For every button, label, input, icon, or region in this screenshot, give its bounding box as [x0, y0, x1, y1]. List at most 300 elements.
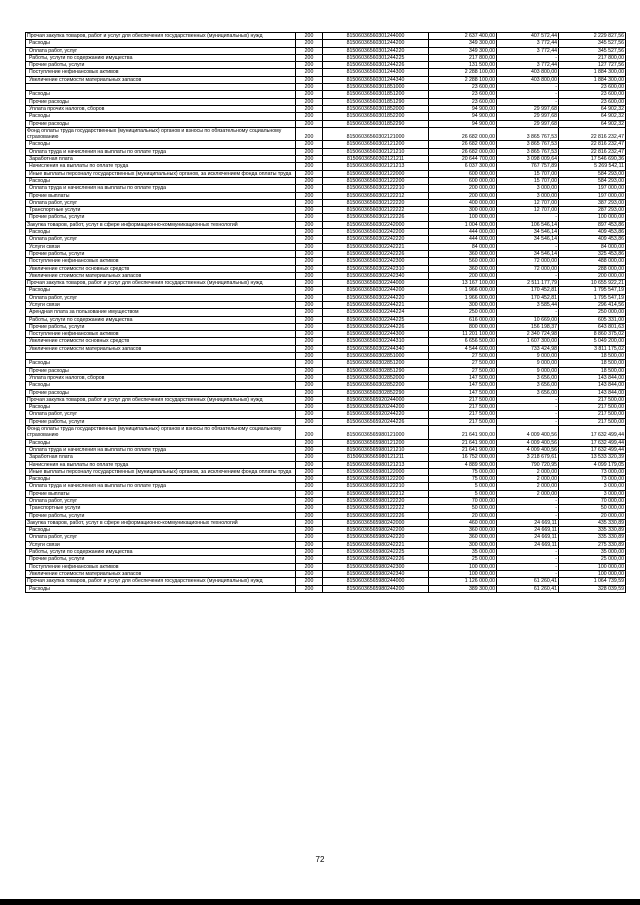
row-code-cell: 200 [296, 120, 323, 127]
row-exec-cell: 3 218 679,61 [497, 454, 559, 461]
row-name-cell: Прочие работы, услуги [26, 556, 296, 563]
row-plan-cell: 75 000,00 [429, 468, 497, 475]
row-name-cell: Прочие расходы [26, 98, 296, 105]
row-exec-cell: - [497, 98, 559, 105]
row-code-cell: 200 [296, 185, 323, 192]
row-kbk-cell: 81506036560302122200 [323, 177, 429, 184]
table-row [26, 98, 626, 105]
row-exec-cell: 2 000,00 [497, 490, 559, 497]
row-code-cell: 200 [296, 512, 323, 519]
row-rest-cell: 197 000,00 [559, 185, 626, 192]
row-kbk-cell: 81506036565980122226 [323, 512, 429, 519]
row-plan-cell: 217 500,00 [429, 396, 497, 403]
row-name-cell: Прочие расходы [26, 389, 296, 396]
row-rest-cell: 3 000,00 [559, 490, 626, 497]
row-exec-cell: - [497, 498, 559, 505]
row-exec-cell: 2 511 177,79 [497, 280, 559, 287]
row-code-cell: 200 [296, 338, 323, 345]
row-code-cell: 200 [296, 389, 323, 396]
row-kbk-cell: 81506036560302244221 [323, 301, 429, 308]
table-row [26, 498, 626, 505]
row-name-cell: Оплата труда и начисления на выплаты по оплате труда [26, 446, 296, 453]
row-name-cell: Расходы [26, 177, 296, 184]
row-rest-cell: 435 330,89 [559, 519, 626, 526]
row-rest-cell: 217 800,00 [559, 54, 626, 61]
row-rest-cell: 1 884 300,00 [559, 69, 626, 76]
row-code-cell: 200 [296, 113, 323, 120]
row-exec-cell: 2 340 724,98 [497, 331, 559, 338]
row-exec-cell: 12 707,00 [497, 199, 559, 206]
expenditure-table [25, 32, 626, 593]
row-plan-cell: 26 682 000,00 [429, 141, 497, 148]
row-plan-cell: 217 800,00 [429, 54, 497, 61]
row-kbk-cell: 81506036560301244220 [323, 47, 429, 54]
row-plan-cell: 360 000,00 [429, 527, 497, 534]
row-exec-cell: 72 000,00 [497, 258, 559, 265]
row-plan-cell: 147 500,00 [429, 374, 497, 381]
row-kbk-cell: 81506036560301851290 [323, 98, 429, 105]
row-exec-cell: 24 669,11 [497, 541, 559, 548]
row-kbk-cell: 81506036560302242300 [323, 258, 429, 265]
row-code-cell: 200 [296, 62, 323, 69]
row-rest-cell: 1 795 547,19 [559, 294, 626, 301]
row-name-cell: Закупка товаров, работ, услуг в сфере информационно-коммуникационных технологий [26, 221, 296, 228]
row-kbk-cell: 81506036560301244000 [323, 33, 429, 40]
row-name-cell: Расходы [26, 382, 296, 389]
row-plan-cell: 23 600,00 [429, 91, 497, 98]
row-plan-cell: 300 000,00 [429, 541, 497, 548]
table-row [26, 519, 626, 526]
table-row [26, 316, 626, 323]
row-exec-cell: - [497, 243, 559, 250]
row-plan-cell: 50 000,00 [429, 505, 497, 512]
table-row [26, 91, 626, 98]
row-rest-cell: 143 844,00 [559, 382, 626, 389]
table-row [26, 156, 626, 163]
row-name-cell: Иные выплаты персоналу государственных (муниципальных) органов, за исключением фонда оплаты труда [26, 468, 296, 475]
row-code-cell: 200 [296, 345, 323, 352]
row-plan-cell: 2 637 400,00 [429, 33, 497, 40]
row-name-cell: Прочие выплаты [26, 192, 296, 199]
row-kbk-cell: 81506036560302122212 [323, 192, 429, 199]
table-row [26, 120, 626, 127]
row-code-cell: 200 [296, 105, 323, 112]
row-exec-cell: 15 707,00 [497, 177, 559, 184]
row-plan-cell: 444 000,00 [429, 229, 497, 236]
row-code-cell: 200 [296, 585, 323, 592]
row-plan-cell: 6 656 500,00 [429, 338, 497, 345]
table-row [26, 323, 626, 330]
table-row [26, 33, 626, 40]
row-name-cell: Расходы [26, 360, 296, 367]
row-kbk-cell: 81506036560302851000 [323, 353, 429, 360]
row-plan-cell: 94 900,00 [429, 105, 497, 112]
table-row [26, 192, 626, 199]
row-code-cell: 200 [296, 382, 323, 389]
table-row [26, 54, 626, 61]
row-name-cell: Уплата прочих налогов, сборов [26, 374, 296, 381]
table-row [26, 570, 626, 577]
table-row [26, 236, 626, 243]
row-exec-cell: - [497, 84, 559, 91]
row-plan-cell: 27 500,00 [429, 367, 497, 374]
table-row [26, 446, 626, 453]
row-plan-cell: 75 000,00 [429, 476, 497, 483]
row-code-cell: 200 [296, 476, 323, 483]
row-rest-cell: 335 330,89 [559, 534, 626, 541]
row-rest-cell: 22 816 232,47 [559, 141, 626, 148]
row-plan-cell: 444 000,00 [429, 236, 497, 243]
row-code-cell: 200 [296, 454, 323, 461]
row-code-cell: 200 [296, 549, 323, 556]
row-rest-cell: 897 453,86 [559, 221, 626, 228]
row-exec-cell: 1 607 300,00 [497, 338, 559, 345]
row-rest-cell: 605 331,00 [559, 316, 626, 323]
row-plan-cell: 16 752 000,00 [429, 454, 497, 461]
row-kbk-cell: 81506036565920244226 [323, 418, 429, 425]
row-kbk-cell: 81506036565980242225 [323, 549, 429, 556]
row-code-cell: 200 [296, 163, 323, 170]
table-row [26, 534, 626, 541]
row-name-cell: Расходы [26, 141, 296, 148]
row-rest-cell: 64 902,32 [559, 120, 626, 127]
row-exec-cell: 34 546,14 [497, 229, 559, 236]
row-rest-cell: 17 632 499,44 [559, 439, 626, 446]
row-plan-cell: 131 500,00 [429, 62, 497, 69]
row-plan-cell: 23 600,00 [429, 84, 497, 91]
row-name-cell: Прочие работы, услуги [26, 250, 296, 257]
row-rest-cell: 345 527,56 [559, 47, 626, 54]
row-plan-cell: 26 682 000,00 [429, 127, 497, 141]
row-plan-cell: 21 641 900,00 [429, 446, 497, 453]
row-plan-cell: 200 000,00 [429, 185, 497, 192]
row-rest-cell: 409 453,86 [559, 236, 626, 243]
table-row [26, 426, 626, 440]
row-exec-cell: 72 000,00 [497, 265, 559, 272]
table-row [26, 418, 626, 425]
table-row [26, 105, 626, 112]
row-exec-cell: - [497, 563, 559, 570]
row-plan-cell: 217 500,00 [429, 418, 497, 425]
row-code-cell: 200 [296, 207, 323, 214]
row-exec-cell: 2 000,00 [497, 476, 559, 483]
row-name-cell: Оплата труда и начисления на выплаты по оплате труда [26, 148, 296, 155]
row-name-cell: Прочая закупка товаров, работ и услуг для обеспечения государственных (муниципальных) нужд [26, 280, 296, 287]
row-rest-cell: 18 500,00 [559, 360, 626, 367]
row-kbk-cell: 81506036565980122222 [323, 505, 429, 512]
row-name-cell: Оплата работ, услуг [26, 236, 296, 243]
row-kbk-cell: 81506036560301851000 [323, 84, 429, 91]
row-name-cell: Прочие работы, услуги [26, 214, 296, 221]
row-code-cell: 200 [296, 367, 323, 374]
table-row [26, 411, 626, 418]
row-plan-cell: 13 167 100,00 [429, 280, 497, 287]
row-code-cell: 200 [296, 360, 323, 367]
row-code-cell: 200 [296, 468, 323, 475]
row-kbk-cell: 81506036565980242340 [323, 570, 429, 577]
table-row [26, 578, 626, 585]
row-name-cell: Поступление нефинансовых активов [26, 69, 296, 76]
row-plan-cell: 5 000,00 [429, 483, 497, 490]
row-kbk-cell: 81506036560302244200 [323, 287, 429, 294]
row-plan-cell: 1 966 000,00 [429, 287, 497, 294]
row-name-cell: Начисления на выплаты по оплате труда [26, 163, 296, 170]
row-exec-cell: - [497, 418, 559, 425]
table-row [26, 512, 626, 519]
row-kbk-cell: 81506036565920244200 [323, 404, 429, 411]
row-exec-cell: 3 772,44 [497, 40, 559, 47]
row-code-cell: 200 [296, 519, 323, 526]
row-plan-cell: 349 300,00 [429, 40, 497, 47]
table-row [26, 541, 626, 548]
row-name-cell: Расходы [26, 585, 296, 592]
row-name-cell: Оплата работ, услуг [26, 294, 296, 301]
table-row [26, 76, 626, 83]
row-exec-cell: 3 585,44 [497, 301, 559, 308]
table-row [26, 404, 626, 411]
table-row [26, 221, 626, 228]
row-name-cell: Услуги связи [26, 541, 296, 548]
table-row [26, 374, 626, 381]
row-code-cell: 200 [296, 505, 323, 512]
row-exec-cell: - [497, 396, 559, 403]
row-plan-cell: 1 126 000,00 [429, 578, 497, 585]
row-code-cell: 200 [296, 294, 323, 301]
table-row [26, 461, 626, 468]
table-row [26, 382, 626, 389]
row-kbk-cell: 81506036565980121210 [323, 446, 429, 453]
row-kbk-cell: 81506036560302244300 [323, 331, 429, 338]
row-plan-cell: 800 000,00 [429, 323, 497, 330]
table-row [26, 243, 626, 250]
row-rest-cell: 4 099 179,05 [559, 461, 626, 468]
row-rest-cell: 127 727,56 [559, 62, 626, 69]
row-name-cell: Фонд оплаты труда государственных (муниципальных) органов и взносы по обязательному социальному страхованию [26, 127, 296, 141]
table-row [26, 148, 626, 155]
row-code-cell: 200 [296, 483, 323, 490]
row-exec-cell: 3 098 009,64 [497, 156, 559, 163]
table-row [26, 69, 626, 76]
row-plan-cell: 250 000,00 [429, 309, 497, 316]
row-code-cell: 200 [296, 396, 323, 403]
row-name-cell: Прочие работы, услуги [26, 62, 296, 69]
row-kbk-cell: 81506036565980242000 [323, 519, 429, 526]
table-row [26, 360, 626, 367]
row-kbk-cell: 81506036560302242200 [323, 229, 429, 236]
row-rest-cell: 335 330,89 [559, 527, 626, 534]
table-row [26, 229, 626, 236]
table-row [26, 367, 626, 374]
row-rest-cell: 387 293,00 [559, 199, 626, 206]
row-name-cell: Увеличение стоимости основных средств [26, 265, 296, 272]
row-rest-cell: 217 500,00 [559, 411, 626, 418]
table-row [26, 265, 626, 272]
row-rest-cell: 18 500,00 [559, 353, 626, 360]
row-plan-cell: 20 644 700,00 [429, 156, 497, 163]
row-rest-cell: 100 000,00 [559, 570, 626, 577]
row-rest-cell: 17 546 690,36 [559, 156, 626, 163]
row-rest-cell: 1 064 739,59 [559, 578, 626, 585]
row-rest-cell: 20 000,00 [559, 512, 626, 519]
row-code-cell: 200 [296, 214, 323, 221]
table-row [26, 309, 626, 316]
row-rest-cell: 287 293,00 [559, 207, 626, 214]
row-name-cell: Оплата работ, услуг [26, 411, 296, 418]
row-plan-cell: 147 500,00 [429, 382, 497, 389]
row-exec-cell: 3 865 767,53 [497, 148, 559, 155]
row-exec-cell: - [497, 512, 559, 519]
table-row [26, 556, 626, 563]
row-kbk-cell: 81506036560302121211 [323, 156, 429, 163]
table-row [26, 62, 626, 69]
row-plan-cell: 389 300,00 [429, 585, 497, 592]
row-rest-cell: 1 884 300,00 [559, 76, 626, 83]
row-rest-cell: 217 500,00 [559, 418, 626, 425]
row-code-cell: 200 [296, 541, 323, 548]
row-code-cell: 200 [296, 54, 323, 61]
row-name-cell: Расходы [26, 527, 296, 534]
row-rest-cell: 64 902,32 [559, 105, 626, 112]
row-plan-cell: 560 000,00 [429, 258, 497, 265]
budget-execution-sheet [25, 32, 625, 593]
table-row [26, 127, 626, 141]
row-kbk-cell: 81506036560302121210 [323, 148, 429, 155]
row-code-cell: 200 [296, 490, 323, 497]
row-plan-cell: 5 000,00 [429, 490, 497, 497]
row-plan-cell: 20 000,00 [429, 512, 497, 519]
row-rest-cell: 70 000,00 [559, 498, 626, 505]
row-name-cell: Начисления на выплаты по оплате труда [26, 461, 296, 468]
row-rest-cell: 275 330,89 [559, 541, 626, 548]
row-code-cell: 200 [296, 426, 323, 440]
row-code-cell: 200 [296, 534, 323, 541]
row-code-cell: 200 [296, 272, 323, 279]
row-exec-cell: - [497, 214, 559, 221]
row-rest-cell: 8 860 375,02 [559, 331, 626, 338]
row-code-cell: 200 [296, 418, 323, 425]
row-plan-cell: 4 544 600,00 [429, 345, 497, 352]
row-kbk-cell: 81506036565980122220 [323, 498, 429, 505]
row-kbk-cell: 81506036560302851200 [323, 360, 429, 367]
table-row [26, 163, 626, 170]
row-kbk-cell: 81506036565980242220 [323, 534, 429, 541]
row-rest-cell: 217 500,00 [559, 396, 626, 403]
row-name-cell: Прочие выплаты [26, 490, 296, 497]
row-kbk-cell: 81506036560302242220 [323, 236, 429, 243]
row-plan-cell: 460 000,00 [429, 519, 497, 526]
row-plan-cell: 2 288 100,00 [429, 76, 497, 83]
row-code-cell: 200 [296, 177, 323, 184]
row-name-cell: Транспортные услуги [26, 505, 296, 512]
row-plan-cell: 2 288 100,00 [429, 69, 497, 76]
row-kbk-cell: 81506036560302852290 [323, 389, 429, 396]
row-kbk-cell: 81506036565980242300 [323, 563, 429, 570]
row-plan-cell: 70 000,00 [429, 498, 497, 505]
table-row [26, 338, 626, 345]
table-body [26, 33, 626, 593]
row-code-cell: 200 [296, 411, 323, 418]
row-plan-cell: 200 000,00 [429, 272, 497, 279]
row-rest-cell: 643 801,63 [559, 323, 626, 330]
table-row [26, 258, 626, 265]
row-rest-cell: 345 527,56 [559, 40, 626, 47]
row-rest-cell: 64 902,32 [559, 113, 626, 120]
row-rest-cell: 2 229 827,56 [559, 33, 626, 40]
row-kbk-cell: 81506036560301851200 [323, 91, 429, 98]
row-code-cell: 200 [296, 404, 323, 411]
row-rest-cell: 13 533 320,39 [559, 454, 626, 461]
row-rest-cell: 10 655 922,21 [559, 280, 626, 287]
table-row [26, 389, 626, 396]
row-plan-cell: 360 000,00 [429, 265, 497, 272]
row-exec-cell: 24 669,11 [497, 534, 559, 541]
row-code-cell: 200 [296, 556, 323, 563]
row-rest-cell: 25 000,00 [559, 556, 626, 563]
table-row [26, 345, 626, 352]
row-code-cell: 200 [296, 265, 323, 272]
row-code-cell: 200 [296, 91, 323, 98]
row-rest-cell: 50 000,00 [559, 505, 626, 512]
row-name-cell: Прочие работы, услуги [26, 323, 296, 330]
row-kbk-cell: 81506036560302244226 [323, 323, 429, 330]
row-rest-cell: 3 000,00 [559, 483, 626, 490]
row-plan-cell: 300 000,00 [429, 301, 497, 308]
row-exec-cell: 3 000,00 [497, 192, 559, 199]
row-code-cell: 200 [296, 309, 323, 316]
table-row [26, 214, 626, 221]
row-name-cell: Иные выплаты персоналу государственных (муниципальных) органов, за исключением фонда оплаты труда [26, 170, 296, 177]
row-code-cell: 200 [296, 76, 323, 83]
row-exec-cell: 2 000,00 [497, 483, 559, 490]
row-code-cell: 200 [296, 446, 323, 453]
row-rest-cell: 84 000,00 [559, 243, 626, 250]
row-rest-cell: 250 000,00 [559, 309, 626, 316]
row-plan-cell: 6 037 300,00 [429, 163, 497, 170]
table-row [26, 468, 626, 475]
row-code-cell: 200 [296, 498, 323, 505]
row-kbk-cell: 81506036560302244340 [323, 345, 429, 352]
row-kbk-cell: 81506036560302122000 [323, 170, 429, 177]
row-code-cell: 200 [296, 301, 323, 308]
row-code-cell: 200 [296, 170, 323, 177]
row-kbk-cell: 81506036560302244220 [323, 294, 429, 301]
row-exec-cell: 9 000,00 [497, 360, 559, 367]
row-exec-cell: 61 260,41 [497, 585, 559, 592]
row-rest-cell: 22 816 232,47 [559, 127, 626, 141]
row-code-cell: 200 [296, 250, 323, 257]
row-plan-cell: 100 000,00 [429, 570, 497, 577]
row-kbk-cell: 81506036560301244340 [323, 76, 429, 83]
row-code-cell: 200 [296, 461, 323, 468]
row-kbk-cell: 81506036560302242000 [323, 221, 429, 228]
row-plan-cell: 94 900,00 [429, 113, 497, 120]
row-exec-cell: 3 865 767,53 [497, 141, 559, 148]
row-code-cell: 200 [296, 578, 323, 585]
row-kbk-cell: 81506036565980121213 [323, 461, 429, 468]
row-kbk-cell: 81506036565980244200 [323, 585, 429, 592]
row-plan-cell: 300 000,00 [429, 207, 497, 214]
row-name-cell [26, 353, 296, 360]
row-name-cell: Арендная плата за пользование имуществом [26, 309, 296, 316]
row-code-cell: 200 [296, 243, 323, 250]
row-code-cell: 200 [296, 353, 323, 360]
row-plan-cell: 600 000,00 [429, 177, 497, 184]
row-name-cell: Увеличение стоимости материальных запасов [26, 345, 296, 352]
row-kbk-cell: 81506036560302121200 [323, 141, 429, 148]
row-code-cell: 200 [296, 229, 323, 236]
row-exec-cell: 29 997,68 [497, 113, 559, 120]
row-code-cell: 200 [296, 192, 323, 199]
